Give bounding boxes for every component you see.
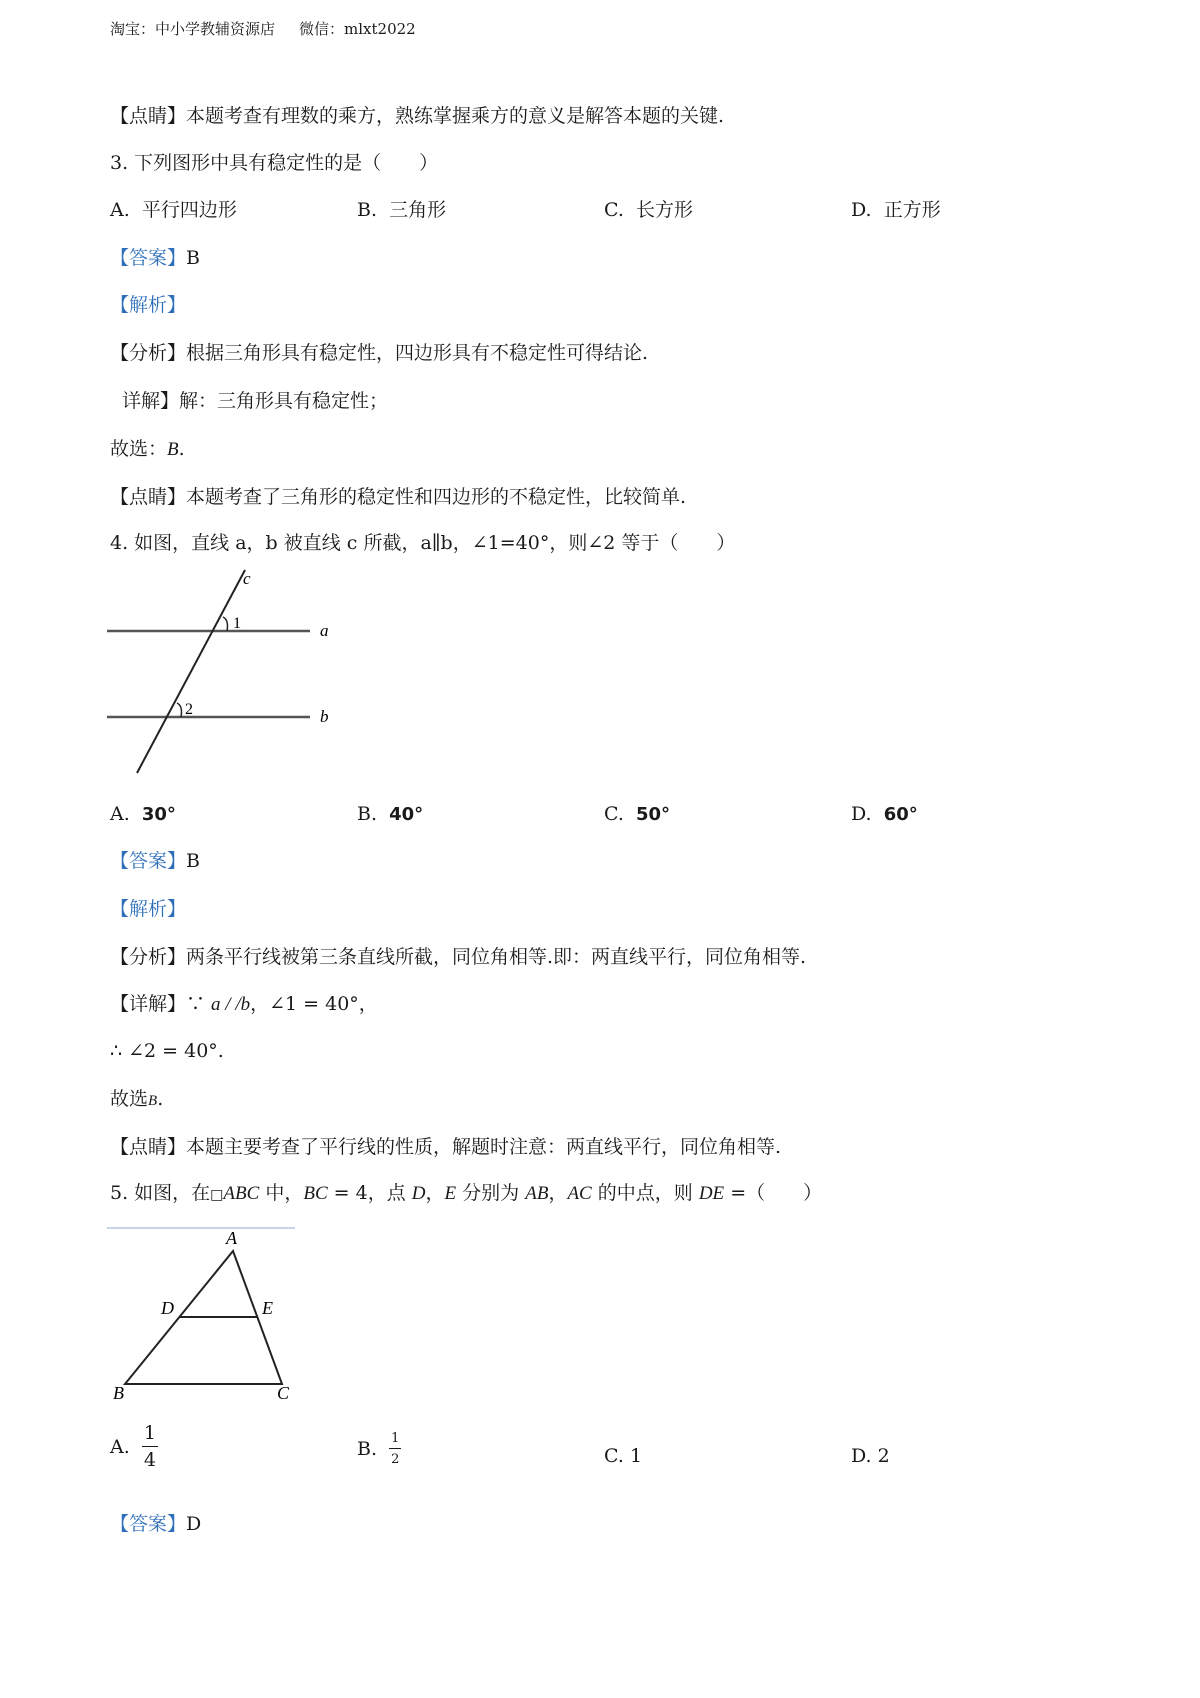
q3-option-a: A. 平行四边形 bbox=[110, 199, 237, 221]
label-E: E bbox=[262, 1298, 273, 1318]
q3-comment: 【点睛】本题考查了三角形的稳定性和四边形的不稳定性，比较简单. bbox=[110, 486, 687, 508]
q4-stem: 4. 如图，直线 a，b 被直线 c 所截，a∥b，∠1=40°，则∠2 等于（ ） bbox=[110, 532, 736, 554]
q4-option-c: C. 50° bbox=[604, 803, 671, 825]
page-header bbox=[110, 18, 416, 39]
q3-option-c: C. 长方形 bbox=[604, 199, 694, 221]
q3-answer: 【答案】B bbox=[110, 247, 200, 269]
q3-option-d: D. 正方形 bbox=[851, 199, 941, 221]
q4-conclusion: 故选B. bbox=[110, 1088, 164, 1110]
label-B: B bbox=[113, 1383, 124, 1400]
q5-triangle-figure bbox=[105, 1225, 305, 1400]
q4-comment: 【点睛】本题主要考查了平行线的性质，解题时注意：两直线平行，同位角相等. bbox=[110, 1136, 782, 1158]
label-A: A bbox=[226, 1228, 237, 1248]
q4-option-a: A. 30° bbox=[110, 803, 176, 825]
label-C: C bbox=[277, 1383, 290, 1400]
q4-fenxi: 【分析】两条平行线被第三条直线所截，同位角相等.即：两直线平行，同位角相等. bbox=[110, 946, 807, 968]
line-c bbox=[137, 570, 245, 773]
answer-tag: 【答案】 bbox=[110, 247, 187, 269]
q5-answer: 【答案】D bbox=[110, 1513, 202, 1535]
prev-comment: 【点睛】本题考查有理数的乘方，熟练掌握乘方的意义是解答本题的关键. bbox=[110, 105, 725, 127]
wechat-id: 微信：mlxt2022 bbox=[299, 20, 416, 38]
label-D: D bbox=[161, 1298, 174, 1318]
q4-answer: 【答案】B bbox=[110, 850, 200, 872]
answer-tag: 【答案】 bbox=[110, 850, 187, 872]
fraction-one-half: $\frac{1}{2}$ bbox=[391, 1431, 400, 1467]
q4-xiangjie: 【详解】∵ a / /b，∠1 = 40°， bbox=[110, 993, 378, 1015]
q3-xiangjie: 详解】解：三角形具有稳定性； bbox=[122, 390, 389, 412]
label-2: 2 bbox=[185, 701, 193, 718]
q5-option-c: C. 1 bbox=[604, 1445, 643, 1467]
q4-therefore: ∴ ∠2 = 40°. bbox=[110, 1040, 224, 1062]
label-b: b bbox=[320, 707, 329, 726]
angle-2-arc bbox=[177, 703, 182, 717]
q4-parallel-lines-figure bbox=[105, 568, 335, 778]
q5-stem: 5. 如图，在□ABC 中，BC = 4，点 D，E 分别为 AB，AC 的中点，则 DE =（ ） bbox=[110, 1182, 823, 1204]
q4-analysis-tag: 【解析】 bbox=[110, 898, 187, 920]
q3-conclusion: 故选：B. bbox=[110, 438, 185, 460]
q5-option-b: B. $\frac{1}{2}$ bbox=[357, 1431, 400, 1467]
label-c: c bbox=[243, 569, 251, 588]
q4-option-b: B. 40° bbox=[357, 803, 424, 825]
angle-1-arc bbox=[223, 617, 228, 631]
q3-stem: 3. 下列图形中具有稳定性的是（ ） bbox=[110, 152, 439, 174]
q3-fenxi: 【分析】根据三角形具有稳定性，四边形具有不稳定性可得结论. bbox=[110, 342, 649, 364]
q5-option-d: D. 2 bbox=[851, 1445, 890, 1467]
label-1: 1 bbox=[233, 615, 241, 632]
answer-tag: 【答案】 bbox=[110, 1513, 187, 1535]
q3-analysis-tag: 【解析】 bbox=[110, 294, 187, 316]
shop-name: 淘宝：中小学教辅资源店 bbox=[110, 20, 276, 38]
label-a: a bbox=[320, 621, 329, 640]
fraction-one-quarter: $\frac{1}{4}$ bbox=[143, 1422, 156, 1471]
q4-option-d: D. 60° bbox=[851, 803, 918, 825]
q5-option-a: A. $\frac{1}{4}$ bbox=[110, 1422, 156, 1471]
q3-option-b: B. 三角形 bbox=[357, 199, 447, 221]
